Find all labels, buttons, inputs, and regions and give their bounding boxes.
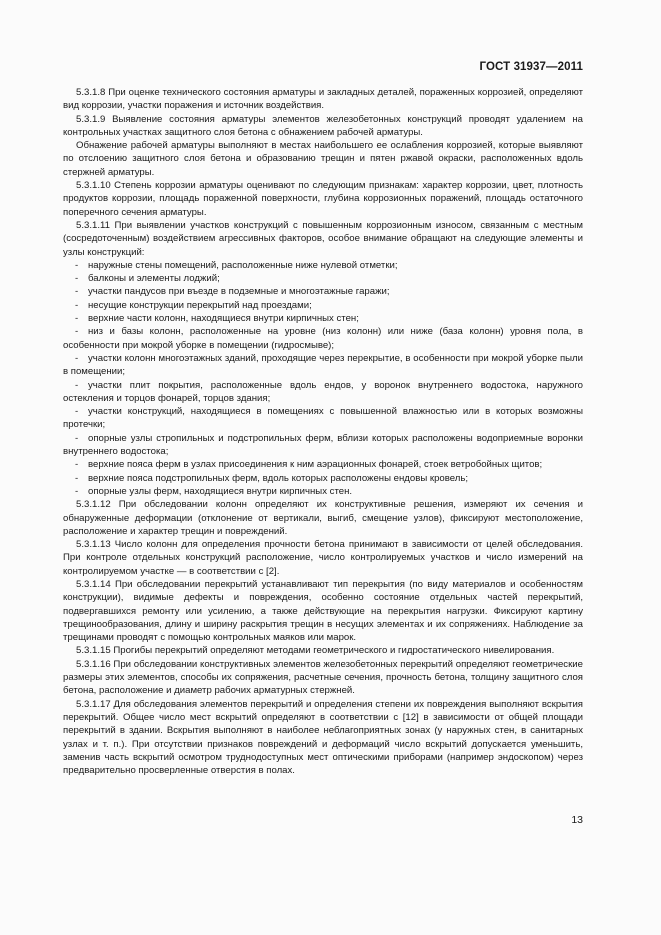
- list-item: [63, 285, 583, 298]
- list-item: [63, 432, 583, 459]
- list-item: [63, 312, 583, 325]
- list-item-text: верхние пояса ферм в узлах присоединения к ним аэрационных фонарей, стоек ветробойных щитов;: [88, 459, 543, 471]
- list-item: [63, 272, 583, 285]
- list-item-text: участки конструкций, находящиеся в помещениях с повышенной влажностью или в которых возможны протечки;: [63, 406, 583, 431]
- list-item-text: участки пандусов при въезде в подземные и многоэтажные гаражи;: [88, 286, 390, 298]
- list-dash: -: [75, 286, 79, 298]
- paragraph: Обнажение рабочей арматуры выполняют в местах наибольшего ее ослабления коррозией, которые выявляют по отслоению защитного слоя бетона и образованию трещин и пятен ржавой окраски, расположенных вдоль стержней арматуры.: [63, 140, 583, 178]
- list-item: [63, 458, 583, 471]
- list-item-text: верхние пояса подстропильных ферм, вдоль которых расположены ендовы кровель;: [88, 472, 469, 484]
- list-item-text: низ и базы колонн, расположенные на уровне (низ колонн) или ниже (база колонн) уровня пола, в особенности при мокрой уборке в помещении (гидросмыве);: [63, 326, 583, 351]
- list-dash: -: [75, 459, 79, 471]
- list-item: [63, 259, 583, 272]
- paragraph: 5.3.1.13 Число колонн для определения прочности бетона принимают в зависимости от целей обследования. При контроле отдельных конструкций расположение, число контролируемых участков и число измерений на контролируемом участке — в соответствии с [2].: [63, 539, 583, 577]
- list-item-text: несущие конструкции перекрытий над проездами;: [88, 299, 312, 311]
- list-item: [63, 352, 583, 379]
- list-item-text: верхние части колонн, находящиеся внутри кирпичных стен;: [88, 313, 359, 325]
- list-dash: -: [75, 379, 79, 391]
- list-item: [63, 379, 583, 406]
- list-item-text: наружные стены помещений, расположенные ниже нулевой отметки;: [88, 259, 398, 271]
- list-item: [63, 405, 583, 432]
- paragraph: 5.3.1.16 При обследовании конструктивных элементов железобетонных перекрытий определяют геометрические размеры этих элементов, способы их сопряжения, расчетные сечения, прочность бетона, толщину защитного слоя бетона, расположение и диаметр рабочих арматурных стержней.: [63, 658, 583, 697]
- list-dash: -: [75, 326, 79, 338]
- list-item-text: участки колонн многоэтажных зданий, проходящие через перекрытие, в особенности при мокрой уборке пыли в помещении;: [63, 352, 583, 378]
- paragraph: 5.3.1.12 При обследовании колонн определяют их конструктивные решения, измеряют их сечения и обнаруженные деформации (отклонение от вертикали, выгиб, смещение узлов), фиксируют местоположение, расположение и характер трещин и повреждений.: [63, 499, 583, 537]
- list-dash: -: [75, 259, 79, 271]
- list-item-text: участки плит покрытия, расположенные вдоль ендов, у воронок внутреннего водостока, наружного остекления и торцов фонарей, торцов здания;: [63, 379, 583, 404]
- list-dash: -: [75, 273, 79, 285]
- paragraph: 5.3.1.8 При оценке технического состояния арматуры и закладных деталей, пораженных коррозией, определяют вид коррозии, участки поражения и источник воздействия.: [63, 87, 583, 112]
- list-dash: -: [75, 352, 79, 364]
- paragraph: 5.3.1.14 При обследовании перекрытий устанавливают тип перекрытия (по виду материалов и особенностям конструкции), видимые дефекты и повреждения, особенно состояние отдельных частей перекрытий, подвергавшихся ремонту или усилению, а также действующие на перекрытия нагрузки. Фиксируют картину трещинообразования, длину и ширину раскрытия трещин в несущих элементах и их сопряжениях. Наблюдение за трещинами проводят с помощью контрольных маяков или марок.: [63, 578, 583, 644]
- list-item-text: балконы и элементы лоджий;: [88, 273, 220, 285]
- paragraph: 5.3.1.15 Прогибы перекрытий определяют методами геометрического и гидростатического нивелирования.: [76, 645, 555, 657]
- paragraph: 5.3.1.9 Выявление состояния арматуры элементов железобетонных конструкций проводят удалением на контрольных участках защитного слоя бетона с обнажением рабочей арматуры.: [63, 113, 583, 138]
- list-item: [63, 472, 583, 485]
- paragraph: 5.3.1.10 Степень коррозии арматуры оценивают по следующим признакам: характер коррозии, цвет, плотность продуктов коррозии, площадь пораженной поверхности, глубина коррозионных поражений, площадь остаточного поперечного сечения арматуры.: [63, 180, 583, 218]
- paragraph: 5.3.1.17 Для обследования элементов перекрытий и определения степени их повреждения выполняют вскрытия перекрытий. Общее число мест вскрытий определяют в соответствии с [12] в зависимости от общей площади перекрытий в здании. Вскрытия выполняют в наиболее неблагоприятных зонах (у наружных стен, в санитарных узлах и т. п.). При отсутствии признаков повреждений и деформаций число вскрытий допускается уменьшить, заменив часть вскрытий осмотром труднодоступных мест оптическими приборами (например эндоскопом) через предварительно просверленные отверстия в полах.: [63, 698, 583, 777]
- page-number: 13: [571, 814, 583, 826]
- list-item: [63, 485, 583, 498]
- paragraph: 5.3.1.11 При выявлении участков конструкций с повышенным коррозионным износом, связанным с местным (сосредоточенным) воздействием агрессивных факторов, особое внимание обращают на следующие элементы и узлы конструкций:: [63, 219, 583, 258]
- list-item: [63, 325, 583, 352]
- document-code-header: ГОСТ 31937—2011: [479, 61, 583, 73]
- list-dash: -: [75, 472, 79, 484]
- list-item-text: опорные узлы стропильных и подстропильных ферм, вблизи которых расположены водоприемные воронки внутреннего водостока;: [63, 432, 583, 458]
- list-dash: -: [75, 313, 79, 325]
- document-body: [63, 86, 583, 777]
- list-dash: -: [75, 485, 79, 497]
- list-item-text: опорные узлы ферм, находящиеся внутри кирпичных стен.: [88, 485, 353, 497]
- list-dash: -: [75, 406, 79, 418]
- list-item: [63, 299, 583, 312]
- list-dash: -: [75, 299, 79, 311]
- list-dash: -: [75, 432, 79, 444]
